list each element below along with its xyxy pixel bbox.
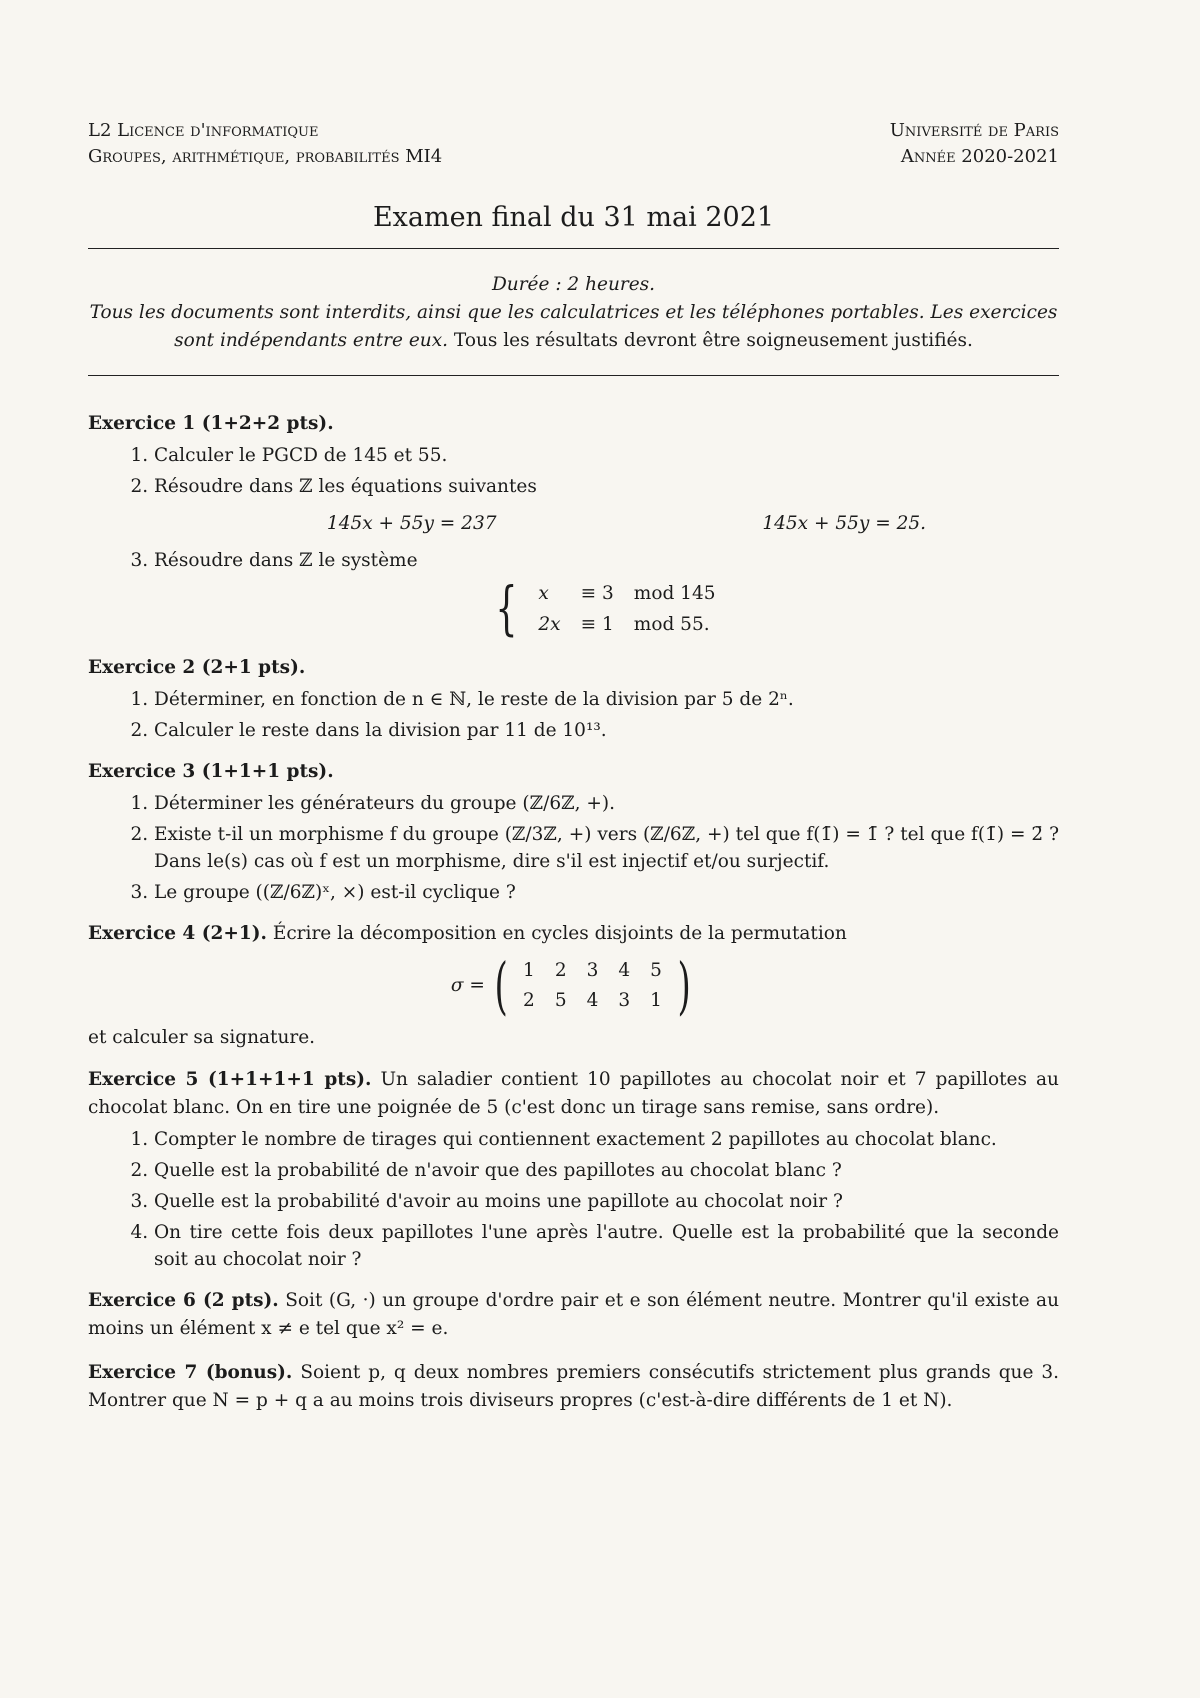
duration: Durée : 2 heures.: [491, 274, 656, 295]
permutation-matrix: [88, 949, 1059, 1022]
exercise-1-q2-text: Résoudre dans ℤ les équations suivantes: [154, 476, 537, 497]
exercise-2-q1: 1. Déterminer, en fonction de n ∈ ℕ, le reste de la division par 5 de 2ⁿ.: [154, 686, 1059, 713]
sys-r2-mid: ≡ 1: [580, 614, 614, 635]
equation-2: 145x + 55y = 25.: [762, 513, 927, 534]
right-paren: ): [677, 949, 691, 1022]
exercise-5: [88, 1066, 1059, 1273]
exercise-1: [88, 410, 1059, 640]
perm-top: 3: [586, 960, 599, 981]
equation-1: 145x + 55y = 237: [326, 513, 497, 534]
exercise-6-title: Exercice 6 (2 pts).: [88, 1290, 279, 1311]
exercise-6: [88, 1287, 1059, 1343]
university: Université de Paris: [889, 120, 1059, 141]
exercise-4-title: Exercice 4 (2+1).: [88, 923, 267, 944]
exercise-2: [88, 654, 1059, 744]
perm-top: 5: [650, 960, 662, 981]
congruence-system: [154, 574, 1059, 642]
sys-r2-mod: mod 55.: [633, 614, 710, 635]
exercise-7-text: Soient p, q deux nombres premiers consécutifs strictement plus grands que 3. Montrer que N = p + q a au moins trois diviseurs propres (c'est-à-dire différents de 1 et N).: [88, 1362, 1059, 1411]
exercise-3: [88, 758, 1059, 906]
exercise-7-title: Exercice 7 (bonus).: [88, 1362, 293, 1383]
system-table: [528, 578, 725, 640]
perm-bottom: 4: [586, 990, 599, 1011]
exam-title: Examen final du 31 mai 2021: [372, 202, 775, 233]
header-right: [890, 118, 1059, 170]
perm-bottom: 1: [650, 990, 662, 1011]
exercise-3-q1: 1. Déterminer les générateurs du groupe (ℤ/6ℤ, +).: [154, 790, 1059, 817]
equations: [194, 510, 1059, 537]
exercise-5-q2: 2. Quelle est la probabilité de n'avoir que des papillotes au chocolat blanc ?: [154, 1157, 1059, 1184]
bottom-rule: [88, 375, 1059, 376]
sys-r1-mod: mod 145: [633, 583, 716, 604]
exercise-1-q3-text: Résoudre dans ℤ le système: [154, 550, 418, 571]
exercise-3-q2: 2. Existe t-il un morphisme f du groupe (ℤ/3ℤ, +) vers (ℤ/6ℤ, +) tel que f(1̄) = 1̄ ? tel que f(1̄) = 2̄ ? Dans le(s) cas où f est un morphisme, dire s'il est injectif et/ou surjectif.: [154, 821, 1059, 875]
sigma-label: σ =: [450, 975, 485, 996]
header-left: [88, 118, 442, 170]
sys-r1-lhs: x: [538, 583, 549, 604]
exercise-1-q1: 1. Calculer le PGCD de 145 et 55.: [154, 442, 1059, 469]
rules-italic: Tous les documents sont interdits, ainsi que les calculatrices et les téléphones portables. Les exercices sont indépendants entre eux.: [89, 302, 1058, 351]
perm-top: 2: [554, 960, 567, 981]
exercise-1-title: Exercice 1 (1+2+2 pts).: [88, 413, 334, 434]
exercise-3-title: Exercice 3 (1+1+1 pts).: [88, 761, 334, 782]
exam-instructions: [88, 271, 1059, 355]
sys-r2-lhs: 2x: [538, 614, 561, 635]
header: [88, 118, 1059, 170]
exercise-6-text: Soit (G, ·) un groupe d'ordre pair et e son élément neutre. Montrer qu'il existe au moins un élément x ≠ e tel que x² = e.: [88, 1290, 1059, 1339]
top-rule: [88, 248, 1059, 249]
perm-top: 4: [618, 960, 631, 981]
left-paren: (: [494, 949, 508, 1022]
rules-bold: Tous les résultats devront être soigneusement justifiés.: [453, 330, 973, 351]
exercise-5-text: Un saladier contient 10 papillotes au chocolat noir et 7 papillotes au chocolat blanc. On en tire une poignée de 5 (c'est donc un tirage sans remise, sans ordre).: [88, 1069, 1059, 1118]
exercise-3-q3: 3. Le groupe ((ℤ/6ℤ)ˣ, ×) est-il cyclique ?: [154, 879, 1059, 906]
exercise-5-title: Exercice 5 (1+1+1+1 pts).: [88, 1069, 372, 1090]
academic-year: Année 2020-2021: [900, 146, 1059, 167]
exercise-1-q2: [154, 473, 1059, 537]
sys-r1-mid: ≡ 3: [580, 583, 614, 604]
exercise-7: [88, 1359, 1059, 1415]
exercise-5-q4: 4. On tire cette fois deux papillotes l'une après l'autre. Quelle est la probabilité que la seconde soit au chocolat noir ?: [154, 1219, 1059, 1273]
exercise-2-q2: 2. Calculer le reste dans la division par 11 de 10¹³.: [154, 717, 1059, 744]
exercise-5-q3: 3. Quelle est la probabilité d'avoir au moins une papillote au chocolat noir ?: [154, 1188, 1059, 1215]
exam-page: [88, 118, 1059, 1415]
exercise-4-after: et calculer sa signature.: [88, 1027, 316, 1048]
perm-bottom: 2: [523, 990, 535, 1011]
permutation-table: [513, 956, 672, 1016]
exercise-2-title: Exercice 2 (2+1 pts).: [88, 657, 306, 678]
perm-bottom: 5: [554, 990, 567, 1011]
perm-top: 1: [523, 960, 535, 981]
system-brace: {: [494, 574, 518, 642]
perm-bottom: 3: [618, 990, 631, 1011]
exercise-5-q1: 1. Compter le nombre de tirages qui contiennent exactement 2 papillotes au chocolat blanc.: [154, 1126, 1059, 1153]
exercise-1-q3: [154, 547, 1059, 640]
course-level: L2 Licence d'informatique: [88, 120, 319, 141]
exercise-4-text: Écrire la décomposition en cycles disjoints de la permutation: [272, 923, 847, 944]
exercise-4: [88, 920, 1059, 1052]
course-name: Groupes, arithmétique, probabilités MI4: [88, 146, 443, 167]
